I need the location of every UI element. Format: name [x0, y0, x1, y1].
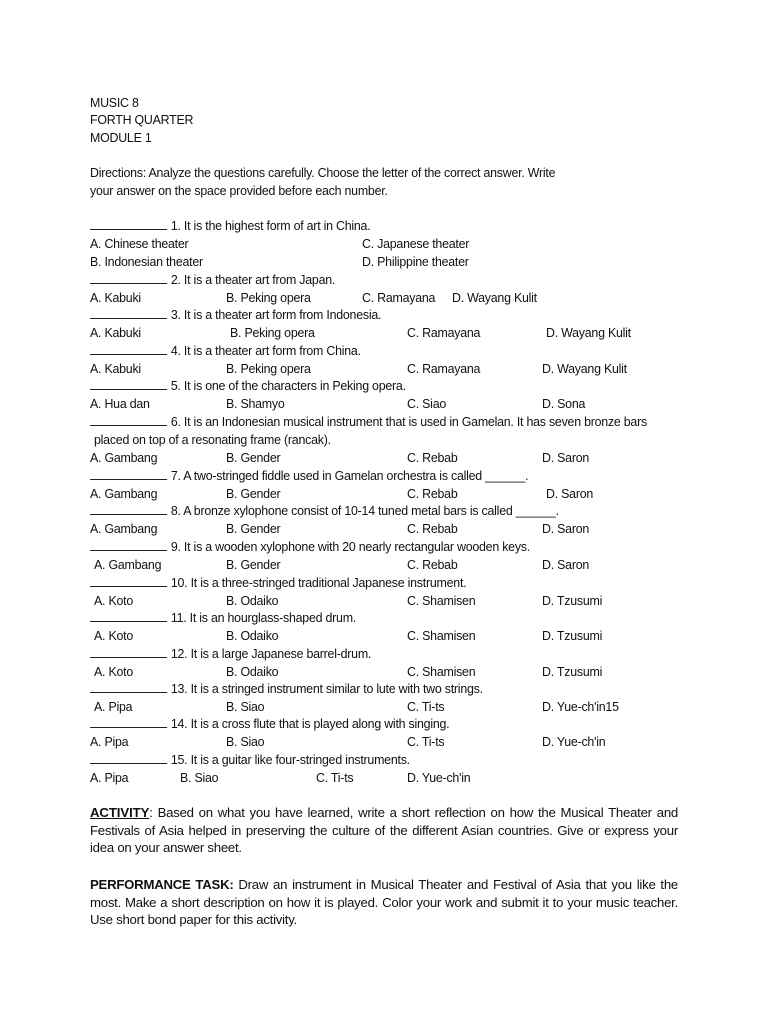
answer-option[interactable]: D. Tzusumi [542, 593, 603, 608]
question-text: 5. It is one of the characters in Peking opera. [170, 378, 406, 393]
question-7 [90, 467, 528, 484]
answer-option[interactable]: B. Peking opera [226, 361, 311, 376]
answer-option[interactable]: C. Ramayana [407, 361, 481, 376]
answer-option[interactable]: A. Kabuki [90, 361, 141, 376]
answer-option[interactable]: A. Kabuki [90, 290, 141, 305]
question-text: 2. It is a theater art from Japan. [170, 272, 336, 287]
answer-blank[interactable] [90, 306, 167, 319]
answer-option[interactable]: D. Yue-ch'in [407, 770, 471, 785]
performance-task-label: PERFORMANCE TASK: [90, 877, 234, 892]
answer-option[interactable]: B. Siao [226, 734, 265, 749]
answer-option[interactable]: B. Peking opera [230, 325, 315, 340]
answer-blank[interactable] [90, 609, 167, 622]
question-1 [90, 217, 370, 234]
question-15 [90, 751, 410, 768]
answer-option[interactable]: C. Rebab [407, 486, 458, 501]
question-text: 1. It is the highest form of art in China. [170, 218, 371, 233]
answer-option[interactable]: C. Shamisen [407, 628, 476, 643]
answer-option[interactable]: A. Gambang [90, 486, 158, 501]
question-8 [90, 502, 559, 519]
question-text: 8. A bronze xylophone consist of 10-14 tuned metal bars is called ______. [170, 503, 559, 518]
answer-option[interactable]: A. Koto [94, 593, 134, 608]
answer-option[interactable]: D. Philippine theater [362, 254, 469, 269]
answer-option[interactable]: D. Tzusumi [542, 664, 603, 679]
module-title: MODULE 1 [90, 130, 152, 145]
question-6 [90, 413, 647, 430]
answer-option[interactable]: B. Gender [226, 557, 281, 572]
quarter-title: FORTH QUARTER [90, 112, 194, 127]
question-10 [90, 574, 466, 591]
answer-option[interactable]: B. Odaiko [226, 628, 279, 643]
answer-option[interactable]: D. Sona [542, 396, 586, 411]
answer-option[interactable]: B. Siao [180, 770, 219, 785]
answer-blank[interactable] [90, 502, 167, 515]
answer-option[interactable]: D. Wayang Kulit [452, 290, 537, 305]
answer-option[interactable]: C. Ti-ts [407, 699, 445, 714]
answer-option[interactable]: C. Siao [407, 396, 447, 411]
answer-option[interactable]: A. Pipa [90, 734, 129, 749]
question-4 [90, 342, 361, 359]
answer-blank[interactable] [90, 467, 167, 480]
answer-option[interactable]: C. Ti-ts [407, 734, 445, 749]
answer-option[interactable]: B. Shamyo [226, 396, 285, 411]
directions-line-1: Directions: Analyze the questions carefully. Choose the letter of the correct answer. Write [90, 165, 556, 180]
activity-text: : Based on what you have learned, write a short reflection on how the Musical Theater and Festivals of Asia helped in preserving the culture of the different Asian countries. Give or express your idea on your answer sheet. [90, 805, 678, 855]
question-text: 13. It is a stringed instrument similar to lute with two strings. [170, 681, 483, 696]
answer-option[interactable]: B. Gender [226, 521, 281, 536]
answer-blank[interactable] [90, 413, 167, 426]
answer-option[interactable]: D. Yue-ch'in15 [542, 699, 619, 714]
answer-option[interactable]: C. Rebab [407, 557, 458, 572]
answer-option[interactable]: D. Saron [542, 557, 590, 572]
answer-blank[interactable] [90, 751, 167, 764]
answer-option[interactable]: A. Hua dan [90, 396, 150, 411]
answer-blank[interactable] [90, 342, 167, 355]
question-9 [90, 538, 530, 555]
question-5 [90, 377, 406, 394]
subject-title: MUSIC 8 [90, 95, 139, 110]
answer-option[interactable]: A. Gambang [90, 450, 158, 465]
answer-blank[interactable] [90, 715, 167, 728]
question-text: 12. It is a large Japanese barrel-drum. [170, 646, 372, 661]
answer-option[interactable]: D. Tzusumi [542, 628, 603, 643]
answer-option[interactable]: D. Wayang Kulit [546, 325, 631, 340]
answer-option[interactable]: A. Koto [94, 664, 134, 679]
answer-option[interactable]: A. Pipa [90, 770, 129, 785]
question-text: 10. It is a three-stringed traditional Japanese instrument. [170, 575, 467, 590]
answer-option[interactable]: A. Gambang [90, 521, 158, 536]
question-text: 14. It is a cross flute that is played along with singing. [170, 716, 450, 731]
directions-line-2: your answer on the space provided before each number. [90, 183, 388, 198]
answer-option[interactable]: B. Indonesian theater [90, 254, 203, 269]
answer-option[interactable]: D. Saron [542, 521, 590, 536]
answer-option[interactable]: C. Shamisen [407, 593, 476, 608]
question-text: 9. It is a wooden xylophone with 20 nearly rectangular wooden keys. [170, 539, 530, 554]
answer-option[interactable]: C. Ramayana [407, 325, 481, 340]
question-text: 7. A two-stringed fiddle used in Gamelan orchestra is called ______. [170, 468, 529, 483]
answer-option[interactable]: B. Gender [226, 450, 281, 465]
answer-blank[interactable] [90, 271, 167, 284]
answer-blank[interactable] [90, 680, 167, 693]
question-12 [90, 645, 371, 662]
answer-option[interactable]: D. Saron [546, 486, 594, 501]
answer-blank[interactable] [90, 645, 167, 658]
activity-label: ACTIVITY [90, 805, 150, 820]
answer-option[interactable]: B. Odaiko [226, 664, 279, 679]
answer-option[interactable]: A. Koto [94, 628, 134, 643]
answer-blank[interactable] [90, 377, 167, 390]
question-13 [90, 680, 483, 697]
answer-blank[interactable] [90, 538, 167, 551]
activity-paragraph [90, 804, 678, 857]
answer-option[interactable]: C. Ramayana [362, 290, 436, 305]
answer-blank[interactable] [90, 574, 167, 587]
question-text: 6. It is an Indonesian musical instrument that is used in Gamelan. It has seven bronze bars [170, 414, 647, 429]
answer-option[interactable]: D. Saron [542, 450, 590, 465]
question-text-continued: placed on top of a resonating frame (rancak). [94, 432, 331, 447]
question-14 [90, 715, 449, 732]
question-text: 4. It is a theater art form from China. [170, 343, 361, 358]
question-text: 15. It is a guitar like four-stringed instruments. [170, 752, 410, 767]
answer-option[interactable]: C. Rebab [407, 521, 458, 536]
question-text: 3. It is a theater art form from Indonesia. [170, 307, 382, 322]
answer-option[interactable]: B. Peking opera [226, 290, 311, 305]
answer-option[interactable]: C. Japanese theater [362, 236, 470, 251]
question-11 [90, 609, 356, 626]
answer-option[interactable]: A. Pipa [94, 699, 133, 714]
question-3 [90, 306, 381, 323]
question-2 [90, 271, 335, 288]
answer-option[interactable]: B. Siao [226, 699, 265, 714]
answer-option[interactable]: B. Odaiko [226, 593, 279, 608]
answer-option[interactable]: D. Wayang Kulit [542, 361, 627, 376]
answer-option[interactable]: B. Gender [226, 486, 281, 501]
answer-option[interactable]: A. Gambang [94, 557, 162, 572]
answer-option[interactable]: C. Shamisen [407, 664, 476, 679]
answer-option[interactable]: C. Rebab [407, 450, 458, 465]
answer-option[interactable]: A. Chinese theater [90, 236, 189, 251]
answer-option[interactable]: D. Yue-ch'in [542, 734, 606, 749]
question-text: 11. It is an hourglass-shaped drum. [170, 610, 357, 625]
answer-blank[interactable] [90, 217, 167, 230]
performance-task-text: Draw an instrument in Musical Theater and Festival of Asia that you like the most. Make a short description on how it is played. Color your work and submit it to your music teacher. Use short bond paper for this activity. [90, 877, 678, 927]
answer-option[interactable]: C. Ti-ts [316, 770, 354, 785]
performance-task-paragraph [90, 876, 678, 929]
answer-option[interactable]: A. Kabuki [90, 325, 141, 340]
